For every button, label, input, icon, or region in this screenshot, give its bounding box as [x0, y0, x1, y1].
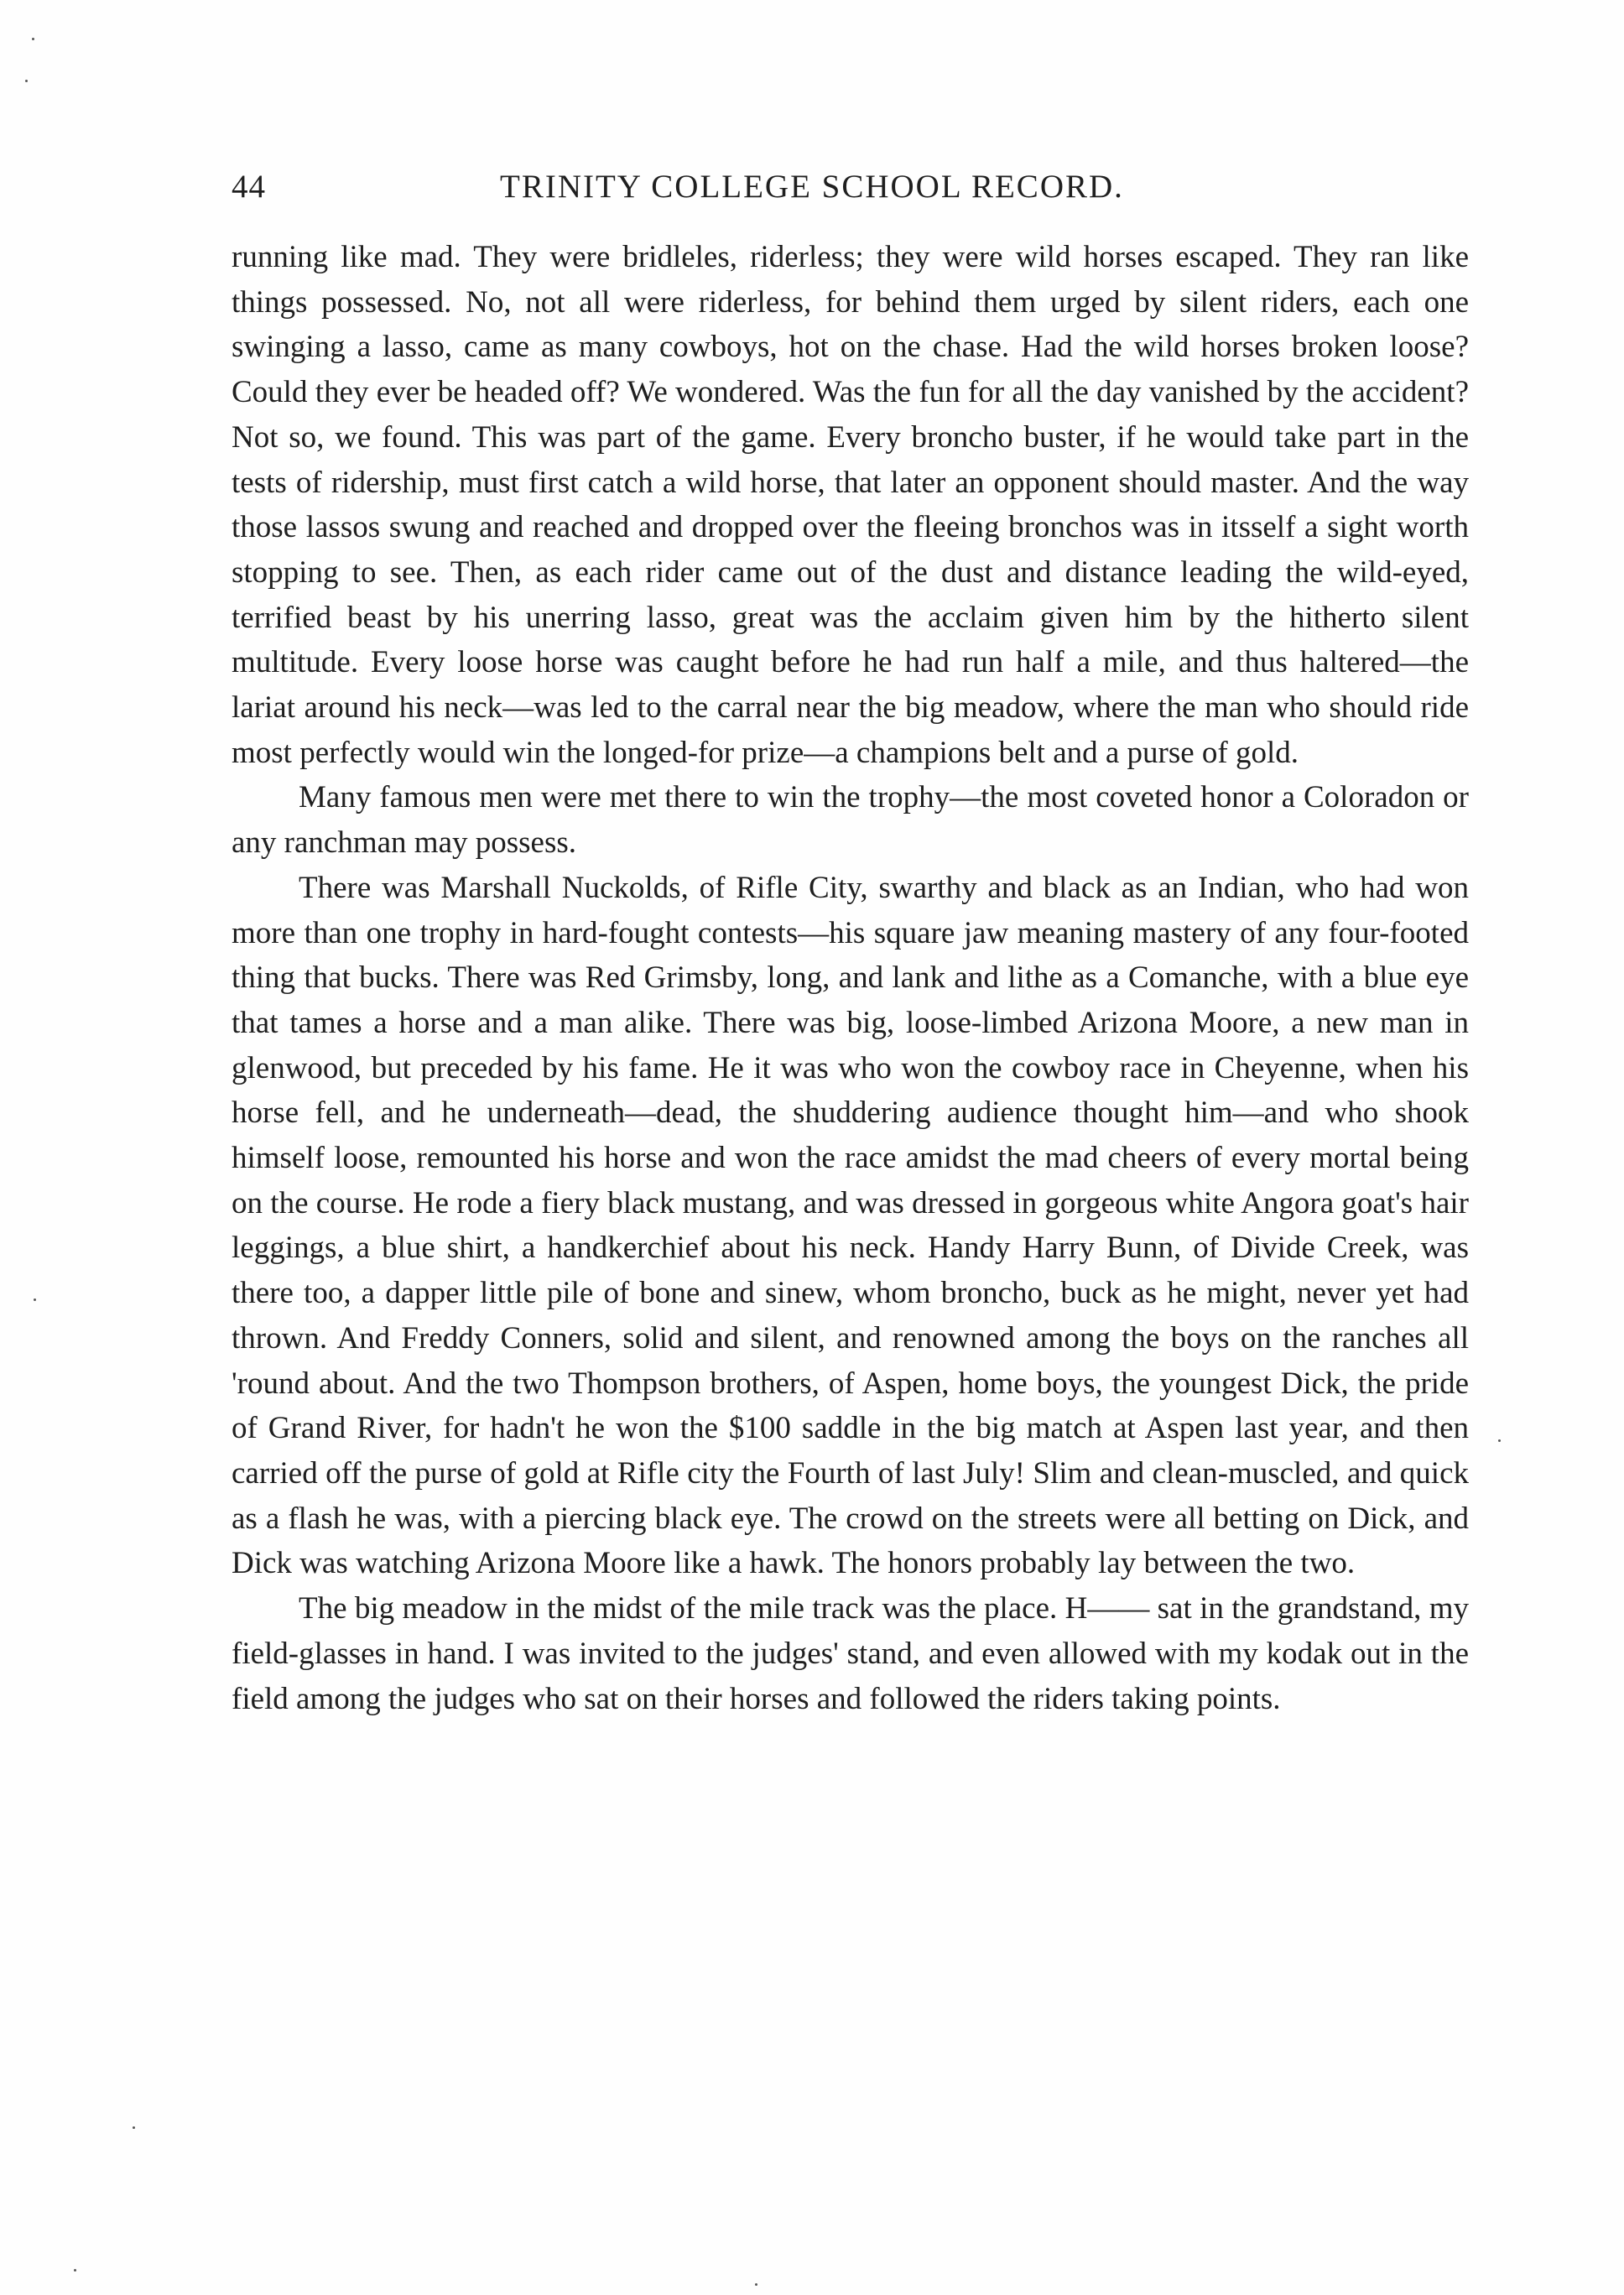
scan-speck [1498, 1439, 1501, 1442]
scan-speck [32, 38, 34, 40]
page-header [232, 168, 1469, 218]
running-title: TRINITY COLLEGE SCHOOL RECORD. [500, 169, 1124, 205]
scan-speck [755, 2283, 757, 2286]
paragraph: running like mad. They were bridleles, riderless; they were wild horses escaped. They ran like things possessed. No, not all were riderless, for behind them urged by silent riders, each one swinging a lasso, came as many cowboys, hot on the chase. Had the wild horses broken loose? Could they ever be headed off? We wondered. Was the fun for all the day vanished by the accident? Not so, we found. This was part of the game. Every broncho buster, if he would take part in the tests of ridership, must first catch a wild horse, that later an opponent should master. And the way those lassos swung and reached and dropped over the fleeing bronchos was in itsself a sight worth stopping to see. Then, as each rider came out of the dust and distance leading the wild-eyed, terrified beast by his unerring lasso, great was the acclaim given him by the hitherto silent multitude. Every loose horse was caught before he had run half a mile, and thus haltered—the lariat around his neck—was led to the carral near the big meadow, where the man who should ride most perfectly would win the longed-for prize—a champions belt and a purse of gold. [232, 240, 1469, 770]
scan-speck [74, 2269, 76, 2272]
scan-speck [25, 80, 28, 82]
page-number: 44 [232, 169, 266, 205]
paragraph: The big meadow in the midst of the mile track was the place. H—— sat in the grandstand, my field-glasses in hand. I was invited to the judges' stand, and even allowed with my kodak out in the field among the judges who sat on their horses and followed the riders taking points. [232, 1591, 1469, 1716]
paragraph: There was Marshall Nuckolds, of Rifle City, swarthy and black as an Indian, who had won more than one trophy in hard-fought contests—his square jaw meaning mastery of any four-footed thing that bucks. There was Red Grimsby, long, and lank and lithe as a Comanche, with a blue eye that tames a horse and a man alike. There was big, loose-limbed Arizona Moore, a new man in glenwood, but preceded by his fame. He it was who won the cowboy race in Cheyenne, when his horse fell, and he underneath—dead, the shuddering audience thought him—and who shook himself loose, remounted his horse and won the race amidst the mad cheers of every mortal being on the course. He rode a fiery black mustang, and was dressed in gorgeous white Angora goat's hair leggings, a blue shirt, a handkerchief about his neck. Handy Harry Bunn, of Divide Creek, was there too, a dapper little pile of bone and sinew, whom broncho, buck as he might, never yet had thrown. And Freddy Conners, solid and silent, and renowned among the boys on the ranches all 'round about. And the two Thompson brothers, of Aspen, home boys, the youngest Dick, the pride of Grand River, for hadn't he won the $100 saddle in the big match at Aspen last year, and then carried off the purse of gold at Rifle city the Fourth of last July! Slim and clean-muscled, and quick as a flash he was, with a piercing black eye. The crowd on the streets were all betting on Dick, and Dick was watching Arizona Moore like a hawk. The honors probably lay between the two. [232, 870, 1469, 1581]
paragraph: Many famous men were met there to win the trophy—the most coveted honor a Coloradon or any ranchman may possess. [232, 780, 1469, 861]
body-text [232, 235, 1469, 1721]
scan-speck [34, 1298, 36, 1301]
scan-speck [133, 2126, 135, 2129]
